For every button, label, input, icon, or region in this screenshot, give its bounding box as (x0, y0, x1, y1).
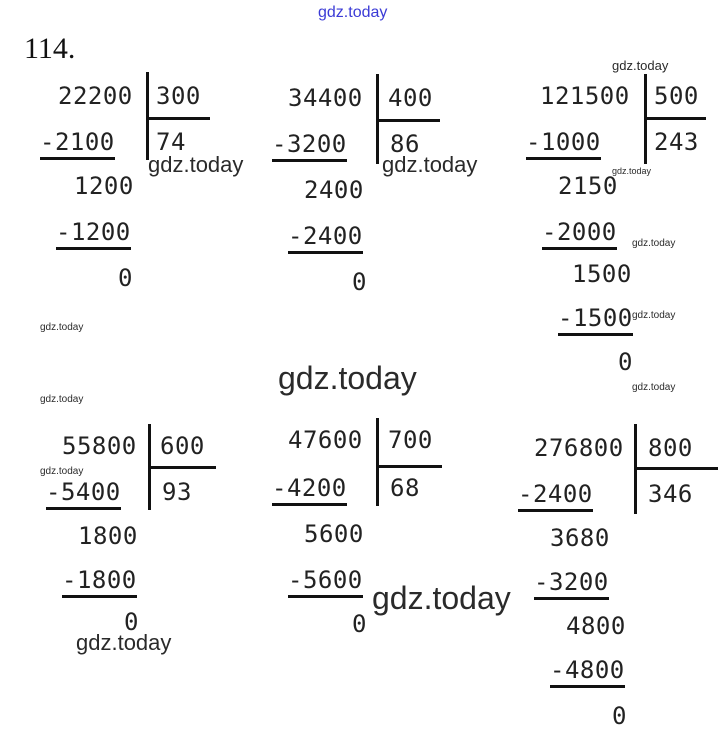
dividend: 22200 (58, 82, 133, 110)
header-watermark: gdz.today (318, 4, 388, 21)
remainder: 0 (618, 348, 633, 376)
division-bar-horizontal (634, 467, 718, 470)
division-bar-horizontal (146, 117, 210, 120)
subtrahend: -2000 (542, 218, 617, 250)
dividend: 47600 (288, 426, 363, 454)
watermark: gdz.today (612, 166, 652, 176)
divisor: 800 (648, 434, 693, 462)
subtrahend: -1800 (62, 566, 137, 598)
quotient: 243 (654, 128, 699, 156)
watermark: gdz.today (76, 630, 172, 655)
remainder: 2150 (558, 172, 618, 200)
subtrahend: -4800 (550, 656, 625, 688)
dividend: 276800 (534, 434, 624, 462)
remainder: 0 (118, 264, 133, 292)
quotient: 68 (390, 474, 420, 502)
subtrahend: -1000 (526, 128, 601, 160)
watermark-large: gdz.today (278, 360, 417, 396)
division-bar-horizontal (376, 119, 440, 122)
subtrahend: -3200 (534, 568, 609, 600)
divisor: 500 (654, 82, 699, 110)
subtrahend: -1200 (56, 218, 131, 250)
subtrahend: -5600 (288, 566, 363, 598)
remainder: 1800 (78, 522, 138, 550)
remainder: 0 (352, 268, 367, 296)
subtrahend: -4200 (272, 474, 347, 506)
remainder: 0 (612, 702, 627, 730)
divisor: 400 (388, 84, 433, 112)
quotient: 74 (156, 128, 186, 156)
subtrahend: -2100 (40, 128, 115, 160)
subtrahend: -2400 (518, 480, 593, 512)
remainder: 1500 (572, 260, 632, 288)
watermark: gdz.today (632, 310, 676, 321)
remainder: 5600 (304, 520, 364, 548)
dividend: 34400 (288, 84, 363, 112)
watermark: gdz.today (612, 58, 669, 73)
subtrahend: -3200 (272, 130, 347, 162)
watermark: gdz.today (632, 382, 676, 393)
quotient: 86 (390, 130, 420, 158)
subtrahend: -5400 (46, 478, 121, 510)
division-bar-horizontal (376, 465, 442, 468)
division-bar-vertical (376, 418, 379, 506)
quotient: 93 (162, 478, 192, 506)
remainder: 2400 (304, 176, 364, 204)
remainder: 0 (124, 608, 139, 636)
division-bar-horizontal (644, 117, 706, 120)
remainder: 4800 (566, 612, 626, 640)
divisor: 700 (388, 426, 433, 454)
subtrahend: -1500 (558, 304, 633, 336)
problem-number: 114. (24, 32, 76, 65)
remainder: 3680 (550, 524, 610, 552)
subtrahend: -2400 (288, 222, 363, 254)
watermark: gdz.today (40, 466, 84, 477)
dividend: 55800 (62, 432, 137, 460)
quotient: 346 (648, 480, 693, 508)
watermark: gdz.today (382, 152, 478, 177)
dividend: 121500 (540, 82, 630, 110)
divisor: 600 (160, 432, 205, 460)
watermark: gdz.today (148, 152, 244, 177)
watermark: gdz.today (632, 238, 676, 249)
watermark: gdz.today (40, 394, 84, 405)
division-bar-vertical (146, 72, 149, 160)
remainder: 1200 (74, 172, 134, 200)
watermark: gdz.today (40, 322, 84, 333)
watermark-large: gdz.today (372, 580, 511, 616)
division-bar-horizontal (148, 466, 216, 469)
remainder: 0 (352, 610, 367, 638)
divisor: 300 (156, 82, 201, 110)
